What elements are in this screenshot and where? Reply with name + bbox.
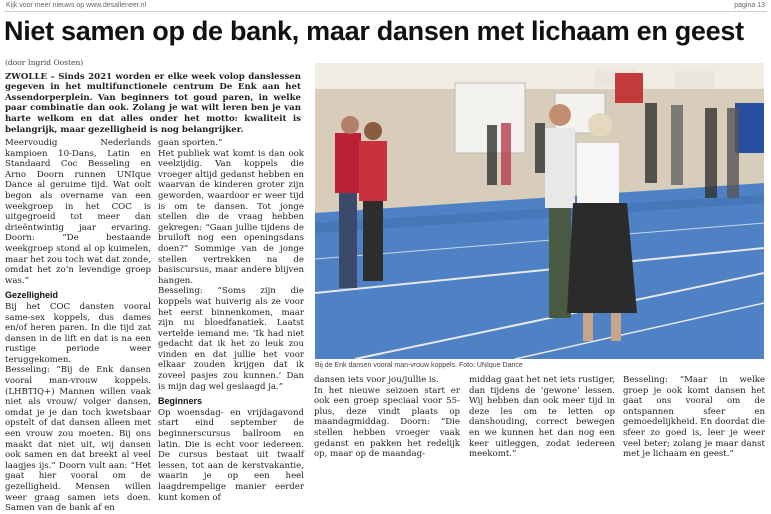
header-divider — [4, 11, 767, 12]
col2-paragraph-3: Besseling: “Soms zijn die koppels wat huiverig als ze voor het eerst binnenkomen, maar zijn nu bloedfanatiek. Laatst vertelde iemand me: ‘Ik had niet gedacht dat ik het zo leuk zou vinden en dat jullie het voor elkaar zouden krijgen dat ik zoveel pasjes zou kunnen.’ Dan is mijn dag wel geslaagd ja.” — [158, 286, 304, 392]
column-3 — [314, 375, 460, 460]
subhead-beginners: Beginners — [158, 396, 203, 407]
col2-paragraph-1: gaan sporten.” — [158, 138, 223, 148]
subhead-gezelligheid: Gezelligheid — [5, 290, 59, 301]
column-5 — [623, 375, 765, 460]
col1-paragraph-1: Meervoudig Nederlands kampioen 10-Dans, Latin en Standaard Coc Besseling en Arno Doorn runnen UNIque Dance al geruime tijd. Wat oolt begon als overname van een weekgroep in het COC is uitgegroeid tot meer dan drieëntwintig jaar ervaring. Doorn: “De bestaande weekgroep stond al op kuimelen, maar het zou toch wat dat zonde, omdat het zo’n levendige groep was.” — [5, 138, 151, 286]
header-tagline: Kijk voor meer nieuws op www.desalleneer.nl — [6, 2, 147, 9]
column-4 — [469, 375, 615, 460]
col3-paragraph-1: dansen iets voor jou/jullie is. — [314, 375, 439, 385]
intro-block — [5, 58, 301, 135]
byline: (door Ingrid Oosten) — [5, 58, 84, 67]
photo-caption: Bij de Enk dansen vooral man-vrouw koppels. Foto: UNIque Dance — [315, 362, 523, 369]
col2-paragraph-2: Het publiek wat komt is dan ook veelzijdig. Van koppels die vroeger altijd gedanst hebben en waarvan de kinderen groter zijn geworden, waardoor er weer tijd is om te dansen. Tot jonge stellen die de vraag hebben gekregen: “Gaan jullie tijdens de bruiloft nog een openingsdans doen?” Sommige van de jonge stellen vertrekken na de basiscursus, maar andere blijven hangen. — [158, 148, 304, 286]
article-headline: Niet samen op de bank, maar dansen met lichaam en geest — [4, 16, 744, 46]
dance-photo — [315, 63, 764, 359]
col1-paragraph-3: Besseling: “Bij de Enk dansen vooral man-vrouw koppels. (LHBTIQ+) Mannen willen vaak niet als vrouw/ volger dansen, omdat je je dan toch kwetsbaar opstelt of dat dansen alleen met een vrouw zou moeten. Bij ons maakt dat niet uit, wij dansen ook samen en dat breekt al veel laagjes ijs.” Doorn vult aan: “Het gaat hier vooral om de gezelligheid. Mensen willen weer graag samen iets doen. Samen van de bank af en — [5, 365, 151, 514]
col2-paragraph-4: Op woensdag- en vrijdagavond start eind september de beginnerscursus ballroom en latin. Die is echt voor iedereen. De cursus bestaat uit twaalf lessen, tot aan de kerstvakantie, waarin je op een heel laagdrempelige manier eerder kunt komen of — [158, 407, 304, 503]
col5-paragraph-1: Besseling: “Maar in welke groep je ook komt dansen het gaat ons vooral om de ontspannen sfeer en gemoedelijkheid. En doordat die sfeer zo goed is, leer je weer veel beter; zolang je maar danst met je lichaam en geest.” — [623, 375, 765, 460]
col4-paragraph-1: middag gaat het net iets rustiger, dan tijdens de ‘gewone’ lessen. Wij hebben dan ook meer tijd in deze les om te letten op danshouding, correct bewegen en we kunnen het dan nog een keer uitleggen, zodat iedereen meekomt.” — [469, 375, 615, 460]
page-number: pagina 13 — [734, 2, 765, 9]
dance-photo-illustration — [315, 63, 764, 359]
col3-paragraph-2: In het nieuwe seizoen start er ook een groep speciaal voor 55-plus, deze vindt plaats op maandagmiddag. Doorn: “Die stellen hebben vroeger vaak gedanst en pakken het redelijk op, maar op de maandag- — [314, 385, 460, 460]
col1-paragraph-2: Bij het COC dansten vooral same-sex koppels, dus dames en/of heren paren. In die tijd zat dansen in de lift en dat is na een rustige periode weer teruggekomen. — [5, 301, 151, 365]
column-2 — [158, 138, 304, 503]
column-1 — [5, 138, 151, 514]
intro-paragraph: ZWOLLE – Sinds 2021 worden er elke week volop danslessen gegeven in het multifunctionele centrum De Enk aan het Assendorperplein. Van beginners tot goud paren, in welke paar combinatie dan ook. Zolang je wat wilt leren ben je van harte welkom en dat alles onder het motto: kwaliteit is belangrijk, maar gezelligheid is nog belangrijker. — [5, 71, 301, 135]
page-header — [0, 0, 771, 11]
